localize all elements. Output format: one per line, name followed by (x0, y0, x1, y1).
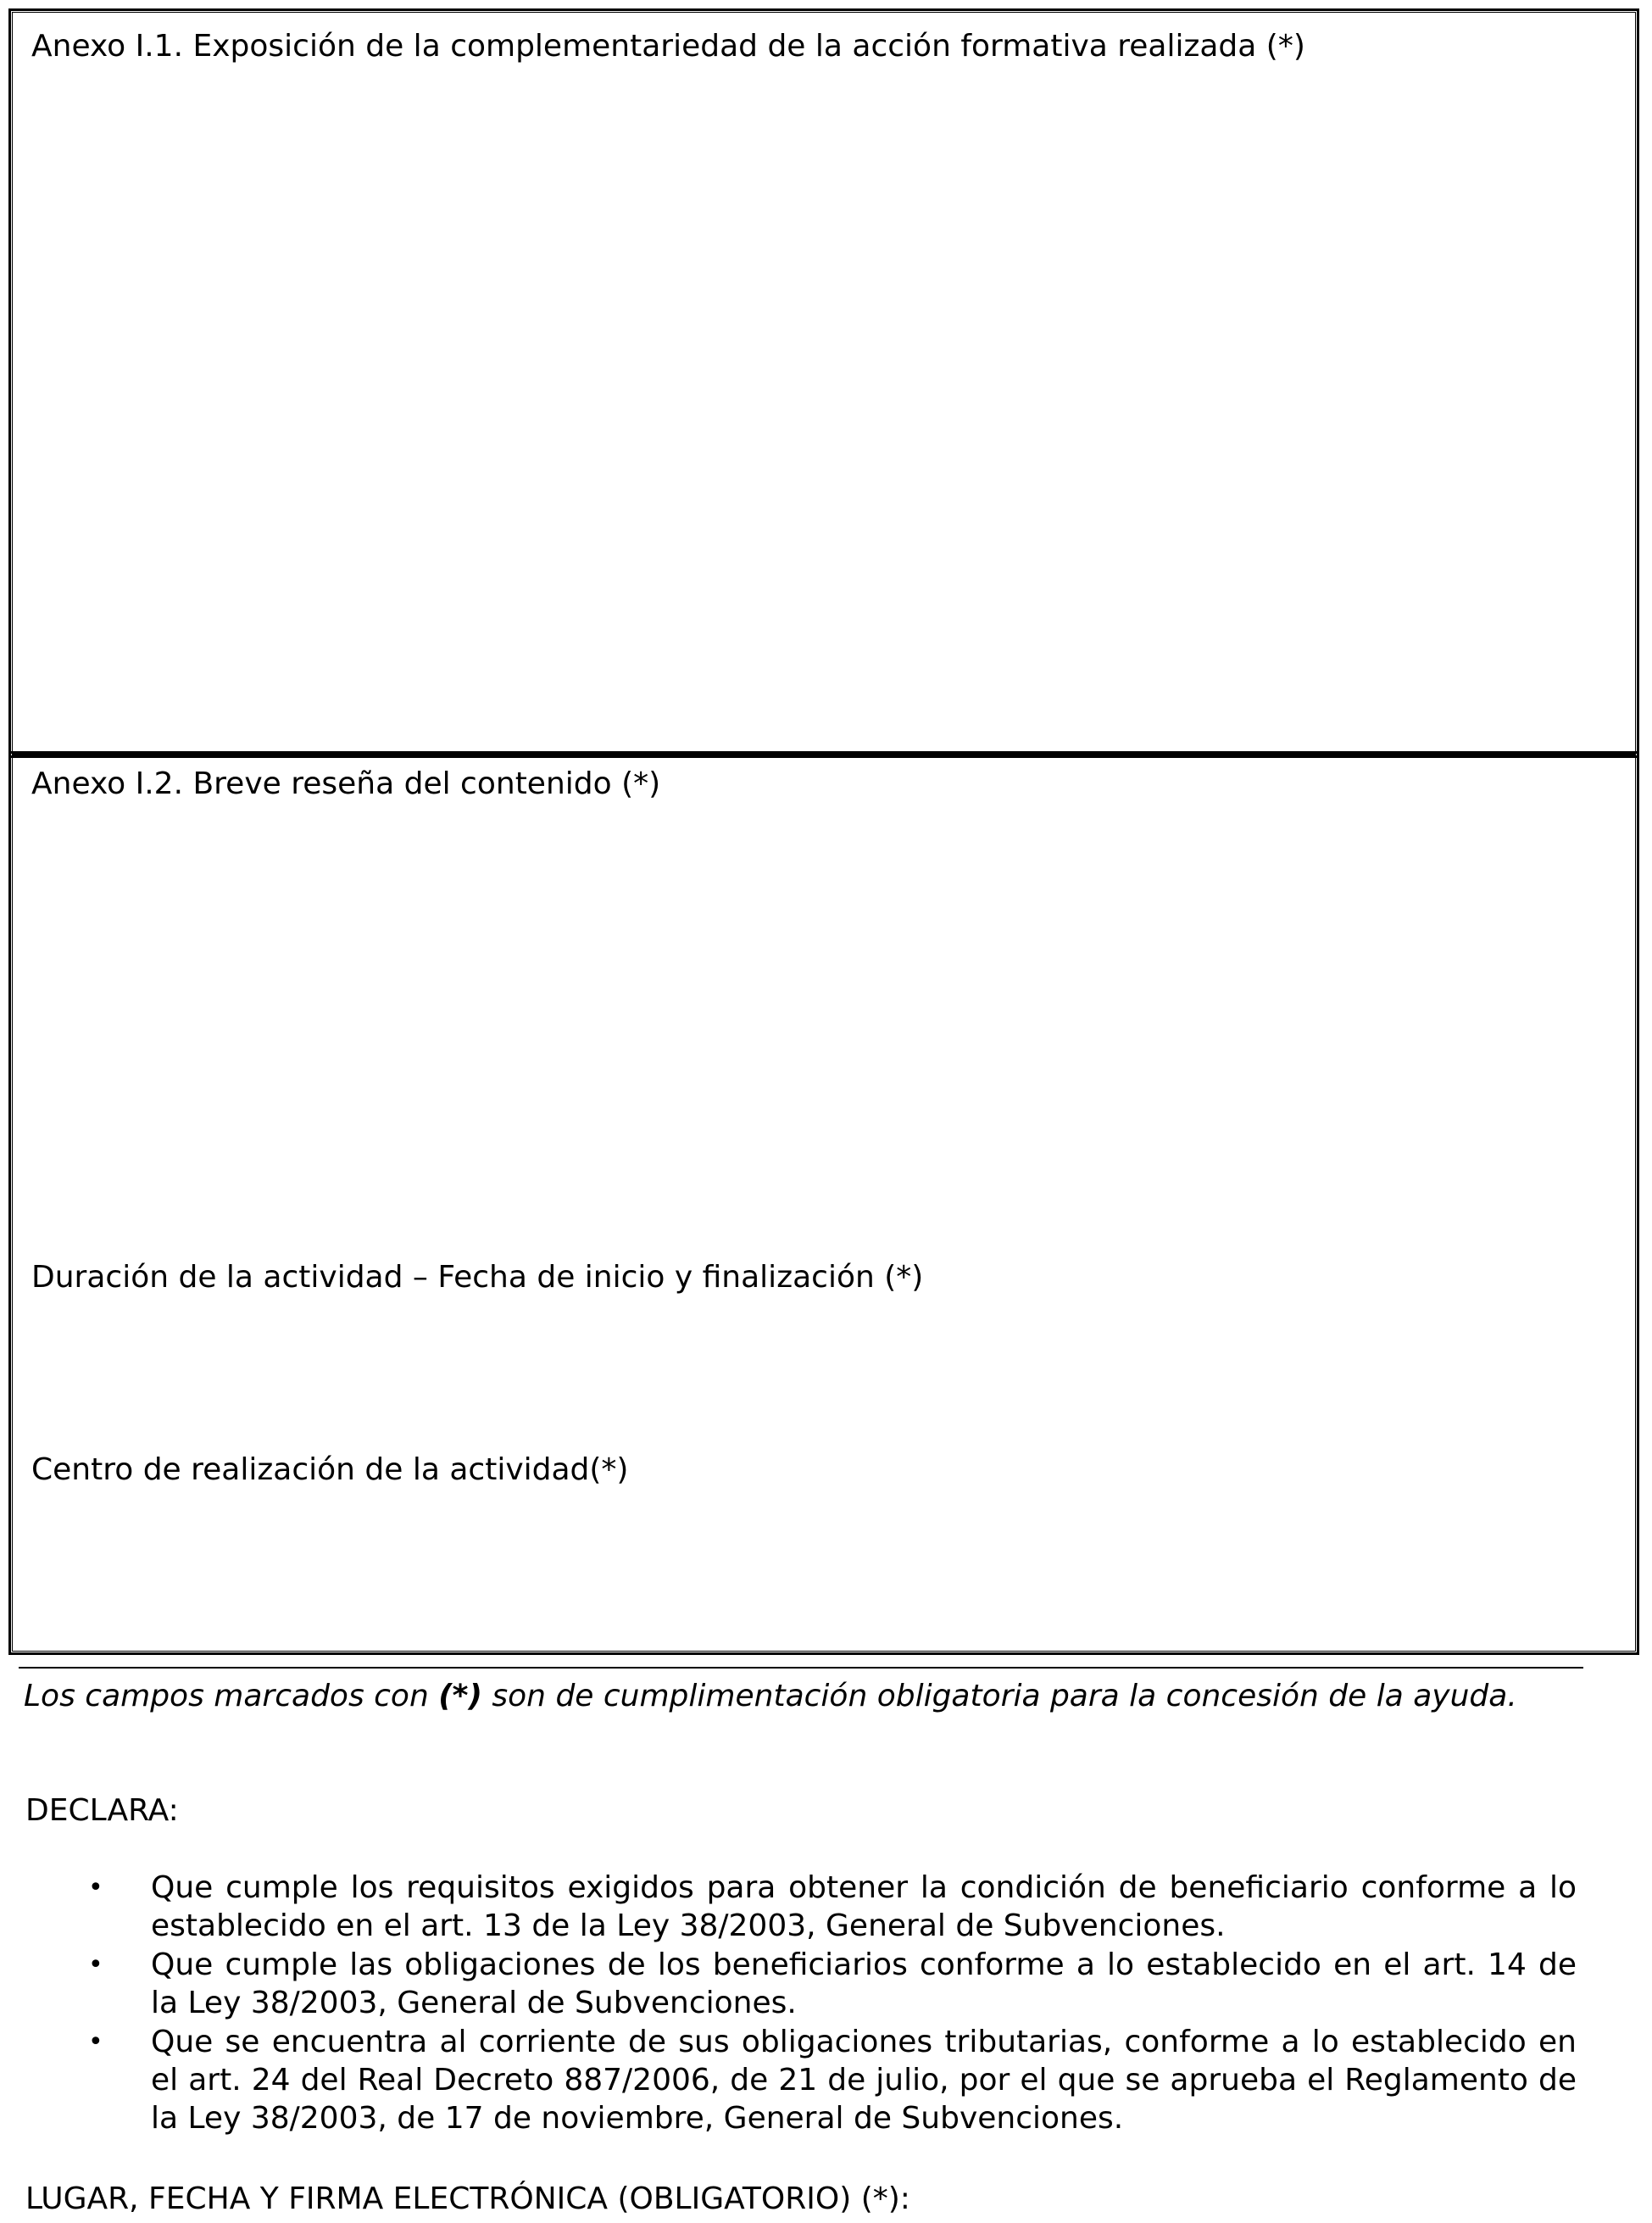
declaration-item (0, 2023, 1577, 2137)
annex-2-label: Anexo I.2. Breve reseña del contenido (*) (31, 766, 661, 801)
mandatory-note-suffix: son de cumplimentación obligatoria para la concesión de la ayuda. (481, 1679, 1517, 1713)
bullet-icon: • (88, 1873, 103, 1903)
declaration-item-text: Que se encuentra al corriente de sus obligaciones tributarias, conforme a lo establecido en el art. 24 del Real Decreto 887/2006, de 21 de julio, por el que se aprueba el Reglamento de la Ley 38/2003, de 17 de noviembre, General de Subvenciones. (151, 2025, 1577, 2136)
declaration-heading: DECLARA: (25, 1793, 179, 1828)
duration-label: Duración de la actividad – Fecha de inicio y finalización (*) (31, 1260, 924, 1295)
mandatory-note-prefix: Los campos marcados con (24, 1679, 439, 1713)
separator-rule (19, 1667, 1583, 1669)
declaration-item (0, 1869, 1577, 1945)
center-label: Centro de realización de la actividad(*) (31, 1452, 629, 1487)
mandatory-note-marker: (*) (438, 1679, 482, 1713)
annex-1-box[interactable] (10, 10, 1638, 756)
bullet-icon: • (88, 1950, 103, 1980)
declaration-list (0, 1869, 1652, 2138)
declaration-item-text: Que cumple los requisitos exigidos para obtener la condición de beneficiario conforme a lo establecido en el art. 13 de la Ley 38/2003, General de Subvenciones. (151, 1870, 1577, 1943)
annex-1-label: Anexo I.1. Exposición de la complementariedad de la acción formativa realizada (*) (31, 29, 1305, 64)
bullet-icon: • (88, 2027, 103, 2057)
signature-label: LUGAR, FECHA Y FIRMA ELECTRÓNICA (OBLIGATORIO) (*): (25, 2181, 910, 2216)
annex-2-box[interactable] (10, 753, 1638, 1653)
declaration-item (0, 1946, 1577, 2022)
declaration-item-text: Que cumple las obligaciones de los beneficiarios conforme a lo establecido en el art. 14 de la Ley 38/2003, General de Subvenciones. (151, 1947, 1577, 2020)
mandatory-note (24, 1677, 1517, 1716)
